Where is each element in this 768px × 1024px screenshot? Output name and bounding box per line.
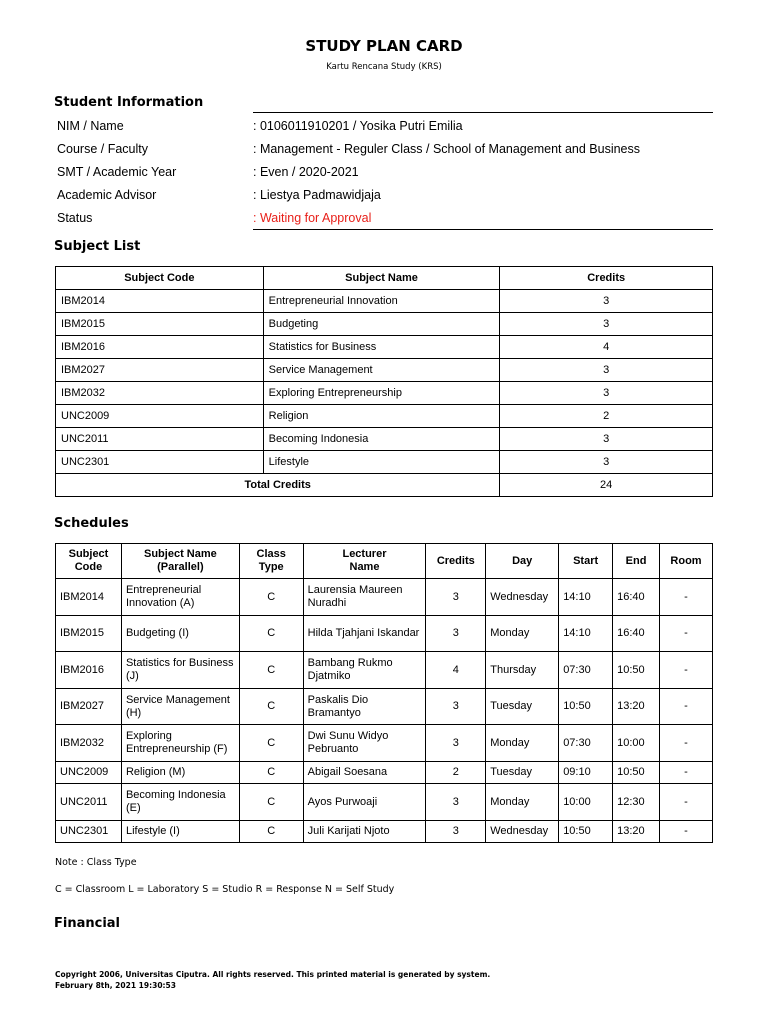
schedule-lecturer: Bambang Rukmo Djatmiko	[303, 652, 426, 689]
schedule-code: IBM2032	[56, 725, 122, 762]
schedule-room: -	[660, 689, 713, 725]
column-header: Lecturer Name	[303, 544, 426, 579]
schedule-start: 14:10	[559, 616, 613, 652]
subject-code: UNC2301	[56, 451, 264, 474]
class-type-note-title: Note : Class Type	[55, 857, 137, 868]
column-header: Class Type	[239, 544, 303, 579]
info-value: : Liestya Padmawidjaja	[253, 188, 381, 202]
schedule-room: -	[660, 616, 713, 652]
student-info-heading: Student Information	[54, 95, 204, 110]
schedule-subject: Religion (M)	[121, 762, 239, 784]
schedule-code: UNC2011	[56, 784, 122, 821]
subject-credits: 4	[500, 336, 713, 359]
subject-list-table	[55, 266, 713, 497]
table-row	[56, 652, 713, 689]
subject-code: UNC2009	[56, 405, 264, 428]
total-credits-label: Total Credits	[56, 474, 500, 497]
schedule-lecturer: Hilda Tjahjani Iskandar	[303, 616, 426, 652]
subject-name: Budgeting	[263, 313, 500, 336]
page-title: STUDY PLAN CARD	[305, 37, 463, 55]
schedule-end: 13:20	[613, 689, 660, 725]
schedule-class-type: C	[239, 579, 303, 616]
schedule-day: Wednesday	[486, 579, 559, 616]
subject-credits: 3	[500, 382, 713, 405]
schedule-end: 13:20	[613, 821, 660, 843]
subject-credits: 3	[500, 290, 713, 313]
schedule-class-type: C	[239, 821, 303, 843]
schedule-credits: 3	[426, 616, 486, 652]
subject-credits: 3	[500, 313, 713, 336]
subject-name: Religion	[263, 405, 500, 428]
schedule-end: 10:50	[613, 762, 660, 784]
schedule-code: UNC2301	[56, 821, 122, 843]
column-header: Subject Name	[263, 267, 500, 290]
info-label: Course / Faculty	[57, 142, 149, 156]
subject-credits: 3	[500, 428, 713, 451]
subject-name: Lifestyle	[263, 451, 500, 474]
schedule-code: IBM2016	[56, 652, 122, 689]
table-row	[56, 382, 713, 405]
column-header: Day	[486, 544, 559, 579]
schedule-subject: Becoming Indonesia (E)	[121, 784, 239, 821]
table-row	[56, 689, 713, 725]
table-row	[56, 336, 713, 359]
schedule-credits: 3	[426, 725, 486, 762]
schedule-class-type: C	[239, 784, 303, 821]
schedule-class-type: C	[239, 725, 303, 762]
subject-code: IBM2014	[56, 290, 264, 313]
schedule-code: UNC2009	[56, 762, 122, 784]
schedule-end: 10:50	[613, 652, 660, 689]
schedule-credits: 3	[426, 784, 486, 821]
subject-code: IBM2016	[56, 336, 264, 359]
schedule-subject: Budgeting (I)	[121, 616, 239, 652]
table-header-row	[56, 267, 713, 290]
schedule-lecturer: Paskalis Dio Bramantyo	[303, 689, 426, 725]
generated-timestamp: February 8th, 2021 19:30:53	[55, 981, 176, 990]
schedule-class-type: C	[239, 762, 303, 784]
column-header: Credits	[426, 544, 486, 579]
table-row	[56, 579, 713, 616]
total-row	[56, 474, 713, 497]
class-type-legend: C = Classroom L = Laboratory S = Studio R = Response N = Self Study	[55, 884, 395, 895]
schedule-lecturer: Abigail Soesana	[303, 762, 426, 784]
schedule-class-type: C	[239, 652, 303, 689]
table-row	[56, 784, 713, 821]
schedule-room: -	[660, 762, 713, 784]
subject-name: Entrepreneurial Innovation	[263, 290, 500, 313]
subject-code: IBM2032	[56, 382, 264, 405]
schedule-day: Thursday	[486, 652, 559, 689]
schedule-lecturer: Ayos Purwoaji	[303, 784, 426, 821]
table-row	[56, 821, 713, 843]
schedule-credits: 3	[426, 579, 486, 616]
info-bottom-divider	[253, 229, 713, 230]
schedule-credits: 4	[426, 652, 486, 689]
schedule-lecturer: Laurensia Maureen Nuradhi	[303, 579, 426, 616]
schedule-end: 16:40	[613, 616, 660, 652]
info-label: NIM / Name	[57, 119, 124, 133]
column-header: Credits	[500, 267, 713, 290]
schedule-start: 10:00	[559, 784, 613, 821]
column-header: Start	[559, 544, 613, 579]
column-header: Subject Name (Parallel)	[121, 544, 239, 579]
schedule-end: 12:30	[613, 784, 660, 821]
subject-name: Statistics for Business	[263, 336, 500, 359]
subject-name: Exploring Entrepreneurship	[263, 382, 500, 405]
schedule-start: 07:30	[559, 652, 613, 689]
schedule-day: Wednesday	[486, 821, 559, 843]
schedule-subject: Entrepreneurial Innovation (A)	[121, 579, 239, 616]
schedule-start: 10:50	[559, 821, 613, 843]
schedule-day: Monday	[486, 725, 559, 762]
subject-credits: 2	[500, 405, 713, 428]
info-label: Status	[57, 211, 93, 225]
schedule-class-type: C	[239, 689, 303, 725]
table-row	[56, 313, 713, 336]
table-header-row	[56, 544, 713, 579]
info-value: : Management - Reguler Class / School of Management and Business	[253, 142, 641, 156]
schedule-start: 07:30	[559, 725, 613, 762]
info-value: : Even / 2020-2021	[253, 165, 359, 179]
subject-code: IBM2015	[56, 313, 264, 336]
subject-code: IBM2027	[56, 359, 264, 382]
schedule-room: -	[660, 784, 713, 821]
subject-code: UNC2011	[56, 428, 264, 451]
schedule-end: 10:00	[613, 725, 660, 762]
schedule-lecturer: Juli Karijati Njoto	[303, 821, 426, 843]
info-top-divider	[253, 112, 713, 113]
table-row	[56, 290, 713, 313]
schedule-credits: 3	[426, 689, 486, 725]
schedule-subject: Exploring Entrepreneurship (F)	[121, 725, 239, 762]
schedule-subject: Statistics for Business (J)	[121, 652, 239, 689]
schedule-room: -	[660, 579, 713, 616]
subject-list-heading: Subject List	[54, 239, 141, 254]
schedule-room: -	[660, 821, 713, 843]
table-row	[56, 359, 713, 382]
subject-credits: 3	[500, 359, 713, 382]
total-credits-value: 24	[500, 474, 713, 497]
table-row	[56, 616, 713, 652]
subject-name: Service Management	[263, 359, 500, 382]
schedule-subject: Service Management (H)	[121, 689, 239, 725]
schedule-code: IBM2027	[56, 689, 122, 725]
schedule-subject: Lifestyle (I)	[121, 821, 239, 843]
column-header: Subject Code	[56, 267, 264, 290]
column-header: Subject Code	[56, 544, 122, 579]
subject-name: Becoming Indonesia	[263, 428, 500, 451]
table-row	[56, 725, 713, 762]
table-row	[56, 762, 713, 784]
table-row	[56, 451, 713, 474]
schedule-day: Tuesday	[486, 689, 559, 725]
table-row	[56, 405, 713, 428]
column-header: End	[613, 544, 660, 579]
schedule-day: Monday	[486, 616, 559, 652]
schedule-code: IBM2014	[56, 579, 122, 616]
schedule-day: Tuesday	[486, 762, 559, 784]
financial-heading: Financial	[54, 916, 121, 931]
column-header: Room	[660, 544, 713, 579]
schedule-code: IBM2015	[56, 616, 122, 652]
schedule-room: -	[660, 725, 713, 762]
schedule-start: 14:10	[559, 579, 613, 616]
schedule-start: 10:50	[559, 689, 613, 725]
info-label: Academic Advisor	[57, 188, 157, 202]
subject-credits: 3	[500, 451, 713, 474]
schedule-room: -	[660, 652, 713, 689]
schedule-lecturer: Dwi Sunu Widyo Pebruanto	[303, 725, 426, 762]
schedule-class-type: C	[239, 616, 303, 652]
schedules-table	[55, 543, 713, 843]
schedule-credits: 2	[426, 762, 486, 784]
schedule-credits: 3	[426, 821, 486, 843]
schedule-end: 16:40	[613, 579, 660, 616]
table-row	[56, 428, 713, 451]
info-label: SMT / Academic Year	[57, 165, 177, 179]
status-value: : Waiting for Approval	[253, 211, 372, 225]
schedules-heading: Schedules	[54, 516, 129, 531]
copyright-text: Copyright 2006, Universitas Ciputra. All rights reserved. This printed material is generated by system.	[55, 970, 491, 979]
schedule-start: 09:10	[559, 762, 613, 784]
info-value: : 0106011910201 / Yosika Putri Emilia	[253, 119, 463, 133]
schedule-day: Monday	[486, 784, 559, 821]
page-subtitle: Kartu Rencana Study (KRS)	[326, 62, 442, 72]
